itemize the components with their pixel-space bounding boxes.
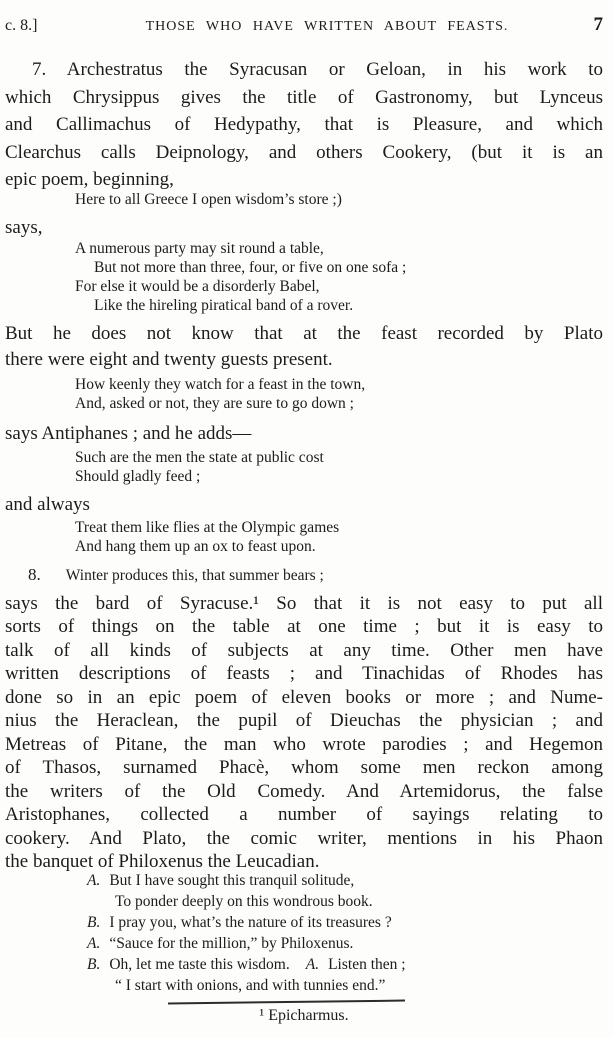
verse-line: Like the hireling piratical band of a rover. bbox=[94, 296, 354, 314]
dialogue-line bbox=[87, 891, 603, 912]
dialogue-text: Listen then ; bbox=[328, 955, 406, 973]
antiphanes-label: says Antiphanes ; and he adds— bbox=[5, 422, 252, 444]
dialogue-line bbox=[87, 870, 603, 891]
paragraph-7 bbox=[5, 56, 603, 194]
running-title: THOSE WHO HAVE WRITTEN ABOUT FEASTS. bbox=[145, 19, 509, 34]
text-line: the banquet of Philoxenus the Leucadian. bbox=[5, 851, 320, 872]
verse-quote-state bbox=[75, 448, 603, 486]
verse-quote-keenly bbox=[75, 375, 603, 413]
always-label: and always bbox=[5, 493, 90, 515]
text-line: talk of all kinds of subjects at any time. Other men have bbox=[5, 639, 603, 661]
text-line: which Chrysippus gives the title of Gastronomy, but Lynceus bbox=[5, 86, 603, 108]
section-8-number: 8. bbox=[28, 564, 41, 584]
text-line: of Thasos, surnamed Phacè, whom some men reckon among bbox=[5, 757, 603, 778]
speaker-label: B. bbox=[87, 913, 101, 931]
text-line: Clearchus calls Deipnology, and others Cookery, (but it is an bbox=[5, 141, 603, 163]
dialogue-text: I pray you, what’s the nature of its treasures ? bbox=[109, 913, 392, 931]
verse-line: Treat them like flies at the Olympic games bbox=[75, 518, 340, 536]
verse-line: And hang them up an ox to feast upon. bbox=[75, 537, 316, 555]
verse-line: Winter produces this, that summer bears ; bbox=[65, 566, 324, 584]
dialogue-text: “ I start with onions, and with tunnies end.” bbox=[115, 976, 386, 994]
page-number: 7 bbox=[593, 14, 603, 35]
dialogue-line bbox=[87, 933, 603, 954]
verse-quote-opening bbox=[75, 190, 603, 209]
text-line: cookery. And Plato, the comic writer, mentions in his Phaon bbox=[5, 827, 603, 849]
speaker-label: A. bbox=[87, 871, 101, 889]
text-line: But he does not know that at the feast recorded by Plato bbox=[5, 322, 603, 344]
verse-line: A numerous party may sit round a table, bbox=[75, 239, 324, 257]
text-line: sorts of things on the table at one time ; but it is easy to bbox=[5, 616, 603, 637]
dialogue-line bbox=[87, 912, 603, 933]
text-line: written descriptions of feasts ; and Tinachidas of Rhodes has bbox=[5, 663, 603, 684]
text-line: there were eight and twenty guests present. bbox=[5, 348, 333, 370]
verse-line: But not more than three, four, or five on one sofa ; bbox=[94, 258, 407, 276]
verse-line: Such are the men the state at public cost bbox=[75, 448, 324, 466]
dialogue-text: “Sauce for the million,” by Philoxenus. bbox=[109, 934, 354, 952]
text-line: and Callimachus of Hedypathy, that is Pleasure, and which bbox=[5, 114, 603, 135]
paragraph-plato bbox=[5, 321, 603, 373]
footnote-rule bbox=[168, 999, 405, 1004]
dialogue-line bbox=[87, 954, 603, 975]
chapter-marker: c. 8.] bbox=[5, 17, 38, 34]
text-line: says the bard of Syracuse.¹ So that it is not easy to put all bbox=[5, 592, 603, 614]
says-label: says, bbox=[5, 216, 43, 238]
dialogue-text: Oh, let me taste this wisdom. bbox=[109, 955, 290, 973]
paragraph-8 bbox=[5, 592, 603, 874]
section-8-verse-line bbox=[28, 565, 603, 585]
dialogue-verse bbox=[87, 870, 603, 996]
text-line: done so in an epic poem of eleven books or more ; and Nume- bbox=[5, 686, 603, 708]
verse-quote-party bbox=[75, 239, 603, 315]
text-line: the writers of the Old Comedy. And Artemidorus, the false bbox=[5, 780, 603, 802]
verse-line: Here to all Greece I open wisdom’s store ;) bbox=[75, 190, 342, 208]
text-line: Aristophanes, collected a number of sayings relating to bbox=[5, 804, 603, 825]
footnote-text: ¹ Epicharmus. bbox=[259, 1006, 349, 1024]
verse-quote-olympic bbox=[75, 518, 603, 556]
text-line: epic poem, beginning, bbox=[5, 169, 174, 190]
verse-line: And, asked or not, they are sure to go down ; bbox=[75, 394, 354, 412]
running-header bbox=[5, 14, 603, 36]
text-line: 7. Archestratus the Syracusan or Geloan, in his work to bbox=[32, 59, 603, 80]
text-line: nius the Heraclean, the pupil of Dieuchas the physician ; and bbox=[5, 710, 603, 731]
dialogue-text: But I have sought this tranquil solitude, bbox=[109, 871, 355, 889]
speaker-label: A. bbox=[305, 955, 320, 973]
text-line: Metreas of Pitane, the man who wrote parodies ; and Hegemon bbox=[5, 733, 603, 755]
speaker-label: B. bbox=[87, 955, 101, 973]
dialogue-line bbox=[87, 975, 603, 996]
verse-line: How keenly they watch for a feast in the town, bbox=[75, 375, 366, 393]
dialogue-text: To ponder deeply on this wondrous book. bbox=[115, 892, 373, 910]
verse-line: For else it would be a disorderly Babel, bbox=[75, 277, 320, 295]
speaker-label: A. bbox=[87, 934, 101, 952]
verse-line: Should gladly feed ; bbox=[75, 467, 201, 485]
